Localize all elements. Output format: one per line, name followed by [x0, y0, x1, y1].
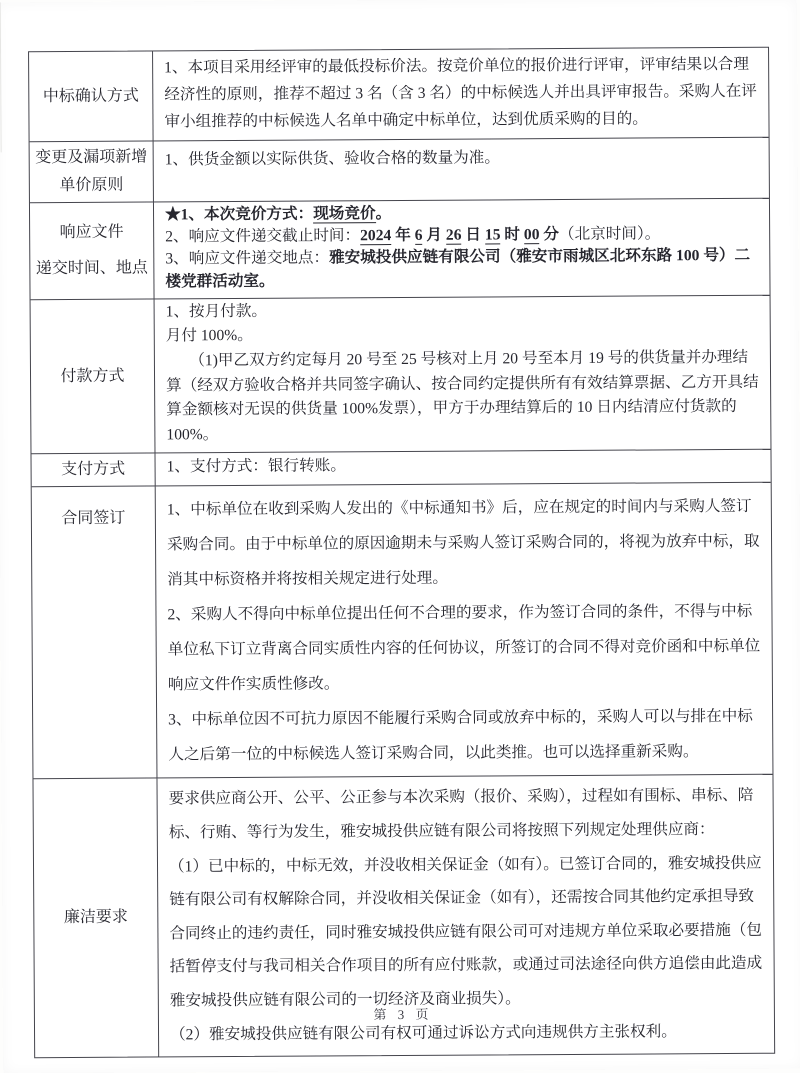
- text-segment: 00: [523, 226, 540, 244]
- text-segment: （北京时间）。: [558, 225, 661, 244]
- text-segment: 6: [414, 227, 423, 245]
- table-row-payment-terms: [31, 295, 771, 454]
- text-segment: 3、响应文件递交地点：: [165, 249, 330, 268]
- text-segment: 月付 100%。: [165, 327, 253, 345]
- text-segment: 时: [500, 226, 524, 244]
- content-paragraph: [166, 346, 761, 448]
- content-paragraph: [166, 321, 760, 349]
- content-paragraph: [164, 51, 758, 136]
- procurement-terms-table: [28, 47, 775, 1059]
- row-header-change-omission-unit-price: [30, 141, 154, 202]
- text-segment: 1、本项目采用经评审的最低投标价法。按竞价单位的报价进行评审，评审结果以合理经济性的原则，推荐不超过 3 名（含 3 名）的中标候选人并出具评审报告。采购人在评审小组推荐的中标候选人名单中确定中标单位，达到优质采购的目的。: [164, 55, 757, 131]
- row-header-award-confirmation: [29, 51, 154, 141]
- content-paragraph: [167, 451, 761, 481]
- text-segment: 2、采购人不得向中标单位提出任何不合理的要求，作为签订合同的条件，不得与中标单位私下订立背离合同实质性内容的任何协议，所签订的合同不得对竞价函和中标单位响应文件作实质性修改。: [167, 603, 761, 694]
- text-segment: 分: [539, 226, 560, 244]
- row-content-response-doc-submission: [154, 199, 770, 299]
- row-content-contract-signing: [156, 483, 773, 778]
- row-header-payment-method: [31, 454, 155, 487]
- text-segment: 15: [484, 226, 501, 244]
- content-paragraph: [166, 297, 760, 325]
- text-segment: 要求供应商公开、公平、公正参与本次采购（报价、采购），过程如有围标、串标、陪标、行贿、等行为发生，雅安城投供应链有限公司将按照下列规定处理供应商：: [168, 787, 754, 842]
- row-header-line: 合同签订: [61, 510, 126, 528]
- text-segment: 1、中标单位在收到采购人发出的《中标通知书》后，应在规定的时间内与采购人签订采购合同。由于中标单位的原因逾期未与采购人签订采购合同的，将视为放弃中标，取消其中标资格并将按相关规定进行处理。: [166, 498, 760, 589]
- text-segment: 年: [391, 227, 415, 245]
- row-header-contract-signing: [32, 487, 158, 779]
- text-segment: 2、响应文件递交截止时间：: [165, 227, 361, 246]
- table-row-change-omission-unit-price: [30, 137, 769, 203]
- row-content-change-omission-unit-price: [154, 138, 769, 202]
- text-segment: 现场竞价: [313, 205, 376, 223]
- table-row-contract-signing: [32, 482, 773, 779]
- row-header-payment-terms: [31, 299, 156, 453]
- row-header-line: 单价原则: [59, 176, 124, 195]
- row-content-payment-terms: [155, 296, 771, 453]
- text-segment: （1）已中标的，中标无效，并没收相关保证金（如有）。已签订合同的，雅安城投供应链有限公司有权解除合同，并没收相关保证金（如有），还需按合同其他约定承担导致合同终止的违约责任，同时雅安城投供应链有限公司可对违规方单位采取必要措施（包括暂停支付与我司相关合作项目的所有应付账款，或通过司法途径向供方追偿由此造成雅安城投供应链有限公司的一切经济及商业损失）。: [168, 854, 763, 1010]
- table-row-payment-method: [31, 449, 770, 487]
- text-segment: 。: [375, 205, 392, 223]
- text-segment: 日: [461, 226, 485, 244]
- text-segment: 2024: [360, 227, 392, 245]
- content-paragraph: [167, 489, 762, 598]
- content-paragraph: [165, 245, 759, 293]
- row-header-line: 廉洁要求: [63, 908, 128, 927]
- row-header-line: 付款方式: [60, 367, 125, 385]
- content-paragraph: [169, 846, 764, 1018]
- row-header-line: 支付方式: [61, 461, 126, 479]
- content-paragraph: [168, 699, 762, 773]
- row-header-line: 响应文件: [59, 223, 124, 241]
- content-paragraph: [167, 594, 762, 703]
- text-segment: （2）雅安城投供应链有限公司有权可通过诉讼方式向违规供方主张权利。: [169, 1022, 677, 1043]
- row-content-award-confirmation: [153, 48, 769, 141]
- text-segment: ★1、本次竞价方式：: [164, 205, 314, 224]
- content-paragraph: [169, 779, 763, 850]
- text-segment: 3、中标单位因不可抗力原因不能履行采购合同或放弃中标的，采购人可以与排在中标人之后第一位的中标候选人签订采购合同，以此类推。也可以选择重新采购。: [168, 708, 753, 764]
- text-segment: 雅安城投供应链有限公司（雅安市雨城区北环东路 100 号）二楼党群活动室。: [165, 247, 751, 291]
- scan-edge-artifact: [0, 2, 2, 152]
- text-segment: 1、支付方式：银行转账。: [166, 457, 346, 476]
- content-paragraph: [165, 143, 759, 174]
- text-segment: 1、按月付款。: [165, 302, 268, 321]
- row-header-response-doc-submission: [30, 202, 155, 299]
- text-segment: （1)甲乙双方约定每月 20 号至 25 号核对上月 20 号至本月 19 号的供货量并办理结算（经双方验收合格并共同签字确认、按合同约定提供所有有效结算票据、乙方开具结算金额核对无误的供货量 100%发票），甲方于办理结算后的 10 日内结清应付货款的 100%。: [165, 348, 759, 444]
- row-header-line: 变更及漏项新增: [35, 148, 148, 167]
- row-content-payment-method: [155, 450, 770, 486]
- table-row-award-confirmation: [29, 48, 769, 142]
- text-segment: 月: [422, 226, 446, 245]
- page-number: 第 3 页: [373, 1006, 433, 1023]
- text-segment: 26: [445, 226, 462, 244]
- row-header-line: 中标确认方式: [42, 87, 139, 105]
- text-segment: 1、供货金额以实际供货、验收合格的数量为准。: [164, 149, 501, 169]
- row-header-line: 递交时间、地点: [35, 259, 148, 278]
- table-row-response-doc-submission: [30, 198, 770, 299]
